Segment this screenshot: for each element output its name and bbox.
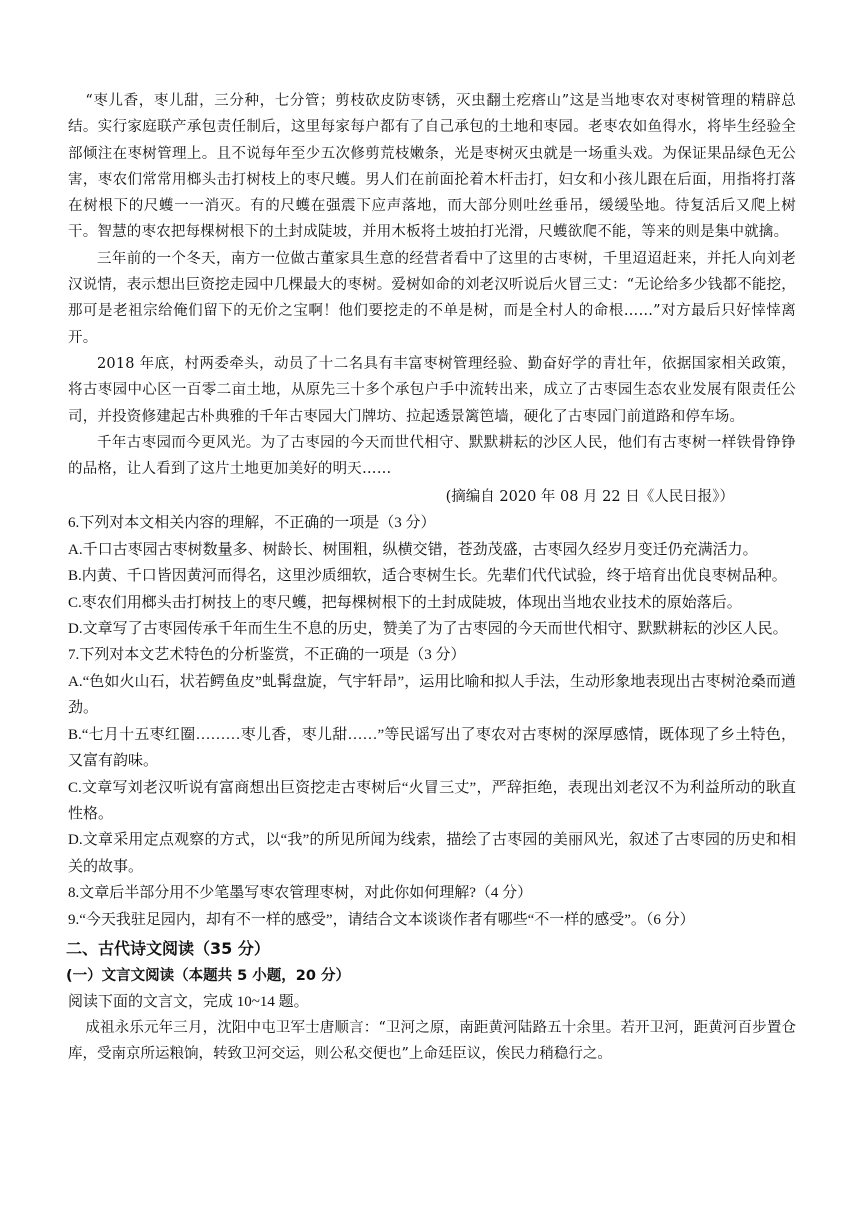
passage-paragraph-3: 2018 年底，村两委牵头，动员了十二名具有丰富枣树管理经验、勤奋好学的青壮年，依据国家相关政策，将古枣园中心区一百零二亩土地，从原先三十多个承包户手中流转出来，成立了古枣园生态农业发展有限责任公司，并投资修建起古朴典雅的千年古枣园大门牌坊、拉起透景篱笆墙，硬化了古枣园门前道路和停车场。 <box>68 355 796 425</box>
question-6-option-c: C.枣农们用榔头击打树技上的枣尺蠖，把每棵树根下的土封成陡坡，体现出当地农业技术的原始落后。 <box>68 594 742 611</box>
question-7: 7.下列对本文艺术特色的分析鉴赏，不正确的一项是（3 分） <box>68 647 466 664</box>
question-7-option-c: C.文章写刘老汉听说有富商想出巨资挖走古枣树后“火冒三丈”，严辞拒绝，表现出刘老汉不为利益所动的耿直性格。 <box>68 779 796 822</box>
section-heading: 二、古代诗文阅读（35 分） <box>66 938 270 958</box>
question-6-option-a: A.千口古枣园古枣树数量多、树龄长、树围粗，纵横交错，苍劲茂盛，古枣园久经岁月变迁仍充满活力。 <box>68 541 758 558</box>
subsection-heading: (一）文言文阅读（本题共 5 小题，20 分） <box>66 967 351 984</box>
question-7-option-b: B.“七月十五枣红圈………枣儿香，枣儿甜……”等民谣写出了枣农对古枣树的深厚感情，既体现了乡土特色，又富有韵味。 <box>68 726 796 770</box>
passage-source: (摘编自 2020 年 08 月 22 日《人民日报》） <box>445 489 734 506</box>
reading-instruction: 阅读下面的文言文，完成 10~14 题。 <box>68 993 309 1010</box>
passage-paragraph-2: 三年前的一个冬天，南方一位做古董家具生意的经营者看中了这里的古枣树，千里迢迢赶来，并托人向刘老汉说情，表示想出巨资挖走园中几棵最大的枣树。爱树如命的刘老汉听说后火冒三丈：“无论给多少钱都不能挖，那可是老祖宗给俺们留下的无价之宝啊！他们要挖走的不单是树，而是全村人的命根……”对方最后只好悻悻离开。 <box>68 250 796 346</box>
question-7-option-d: D.文章采用定点观察的方式，以“我”的所见所闻为线索，描绘了古枣园的美丽风光，叙述了古枣园的历史和相关的故事。 <box>68 832 796 875</box>
question-6-option-b: B.内黄、千口皆因黄河而得名，这里沙质细软，适合枣树生长。先辈们代代试验，终于培育出优良枣树品种。 <box>68 568 787 585</box>
question-6-option-d: D.文章写了古枣园传承千年而生生不息的历史，赞美了为了古枣园的今天而世代相守、默默耕耘的沙区人民。 <box>68 621 788 638</box>
classical-text: 成祖永乐元年三月，沈阳中屯卫军士唐顺言：“卫河之原，南距黄河陆路五十余里。若开卫河，距黄河百步置仓库，受南京所运粮饷，转致卫河交运，则公私交便也”上命廷臣议，俟民力稍稳行之。 <box>68 1019 796 1063</box>
question-7-option-a: A.“色如火山石，状若鳄鱼皮”虬髯盘旋，气宇轩昂”，运用比喻和拟人手法，生动形象地表现出古枣树沧桑而遒劲。 <box>68 673 796 717</box>
question-8: 8.文章后半部分用不少笔墨写枣农管理枣树，对此你如何理解?（4 分） <box>68 885 533 902</box>
question-6: 6.下列对本文相关内容的理解，不正确的一项是（3 分） <box>68 515 436 532</box>
passage-paragraph-4: 千年古枣园而今更风光。为了古枣园的今天而世代相守、默默耕耘的沙区人民，他们有古枣树一样铁骨铮铮的品格，让人看到了这片土地更加美好的明天…… <box>68 434 796 478</box>
document-page <box>68 88 796 1068</box>
question-9: 9.“今天我驻足园内，却有不一样的感受”，请结合文本谈谈作者有哪些“不一样的感受”。（6 分） <box>68 911 695 928</box>
passage-paragraph-1: “枣儿香，枣儿甜，三分种，七分管；剪枝砍皮防枣锈，灭虫翻土疙瘩山”这是当地枣农对枣树管理的精辟总结。实行家庭联产承包责任制后，这里每家每户都有了自己承包的土地和枣园。老枣农如鱼得水，将毕生经验全部倾注在枣树管理上。且不说每年至少五次修剪荒枝嫩条，光是枣树灭虫就是一场重头戏。为保证果品绿色无公害，枣农们常常用榔头击打树枝上的枣尺蠖。男人们在前面抡着木杆击打，妇女和小孩儿跟在后面，用指将打落在树根下的尺蠖一一消灭。有的尺蠖在强震下应声落地，而大部分则吐丝垂吊，缓缓坠地。待复活后又爬上树干。智慧的枣农把每棵树根下的土封成陡坡，并用木板将土坡拍打光滑，尺蠖欲爬不能，等来的则是集中就擒。 <box>68 93 796 241</box>
